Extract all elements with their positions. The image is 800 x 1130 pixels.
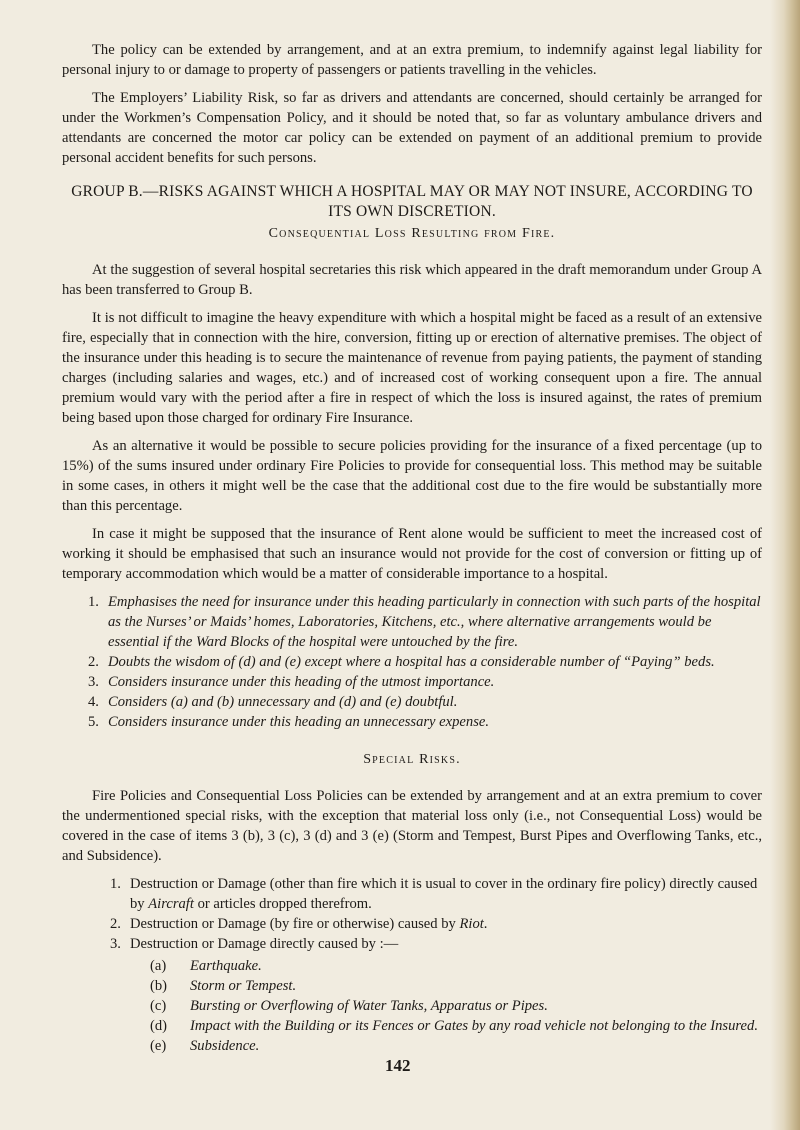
special-risks-list	[62, 874, 762, 954]
list-item: 2. Doubts the wisdom of (d) and (e) except where a hospital has a considerable number of “Paying” beds.	[88, 654, 715, 670]
list-item: 2. Destruction or Damage (by fire or otherwise) caused by Riot.	[110, 916, 488, 932]
list-item: 1. Destruction or Damage (other than fire which it is usual to cover in the ordinary fire policy) directly caused by Aircraft or articles dropped therefrom.	[110, 876, 758, 912]
document-body	[62, 40, 762, 1056]
group-b-heading: GROUP B.—RISKS AGAINST WHICH A HOSPITAL MAY OR MAY NOT INSURE, ACCORDING TO ITS OWN DISCRETION.	[71, 183, 753, 220]
list-item: 3. Destruction or Damage directly caused by :—	[110, 936, 399, 952]
paragraph-legal-liability: The policy can be extended by arrangement, and at an extra premium, to indemnify against legal liability for personal injury to or damage to property of passengers or patients travelling in the vehicles.	[62, 42, 762, 78]
page-number: 142	[385, 1056, 411, 1075]
page-edge-shadow	[770, 0, 800, 1130]
list-item: 3. Considers insurance under this heading of the utmost importance.	[88, 674, 495, 690]
list-item: (e) Subsidence.	[150, 1038, 260, 1054]
paragraph-alternative: As an alternative it would be possible to secure policies providing for the insurance of a fixed percentage (up to 15%) of the sums insured under ordinary Fire Policies to provide for consequential loss. This method may be suitable in some cases, in others it might well be the case that the additional cost due to the fire would be substantially more than this percentage.	[62, 438, 762, 514]
sub-risks-list	[62, 956, 762, 1056]
list-item: (d) Impact with the Building or its Fences or Gates by any road vehicle not belonging to the Insured.	[150, 1018, 758, 1034]
paragraph-special-risks: Fire Policies and Consequential Loss Policies can be extended by arrangement and at an extra premium to cover the undermentioned special risks, with the exception that material loss only (i.e., not Consequential Loss) would be covered in the case of items 3 (b), 3 (c), 3 (d) and 3 (e) (Storm and Tempest, Burst Pipes and Overflowing Tanks, etc., and Subsidence).	[62, 788, 762, 864]
paragraph-rent-insurance: In case it might be supposed that the insurance of Rent alone would be sufficient to meet the increased cost of working it should be emphasised that such an insurance would not provide for the cost of conversion or fitting up of temporary accommodation which would be a matter of considerable importance to a hospital.	[62, 526, 762, 582]
paragraph-employers-liability: The Employers’ Liability Risk, so far as drivers and attendants are concerned, should certainly be arranged for under the Workmen’s Compensation Policy, and it should be noted that, so far as voluntary ambulance drivers and attendants are concerned the motor car policy can be extended on payment of an additional premium to provide personal accident benefits for such persons.	[62, 90, 762, 166]
list-item: 1. Emphasises the need for insurance under this heading particularly in connection with such parts of the hospital as the Nurses’ or Maids’ homes, Laboratories, Kitchens, etc., where alternative arrangements would be essential if the Ward Blocks of the hospital were untouched by the fire.	[88, 594, 761, 650]
special-risks-heading: Special Risks.	[363, 752, 461, 767]
opinions-list	[62, 592, 762, 732]
paragraph-heavy-expenditure: It is not difficult to imagine the heavy expenditure with which a hospital might be faced as a result of an extensive fire, especially that in connection with the hire, conversion, fitting up or erection of alternative premises. The object of the insurance under this heading is to secure the maintenance of revenue from paying patients, the payment of standing charges (including salaries and wages, etc.) and of increased cost of working consequent upon a fire. The annual premium would vary with the period after a fire in respect of which the loss is insured against, the rates of premium being based upon those charged for ordinary Fire Insurance.	[62, 310, 762, 426]
list-item: (a) Earthquake.	[150, 958, 262, 974]
list-item: (c) Bursting or Overflowing of Water Tanks, Apparatus or Pipes.	[150, 998, 548, 1014]
list-item: 4. Considers (a) and (b) unnecessary and (d) and (e) doubtful.	[88, 694, 458, 710]
list-item: (b) Storm or Tempest.	[150, 978, 297, 994]
list-item: 5. Considers insurance under this heading an unnecessary expense.	[88, 714, 489, 730]
paragraph-suggestion: At the suggestion of several hospital secretaries this risk which appeared in the draft memorandum under Group A has been transferred to Group B.	[62, 262, 762, 298]
consequential-loss-heading: Consequential Loss Resulting from Fire.	[268, 226, 556, 241]
